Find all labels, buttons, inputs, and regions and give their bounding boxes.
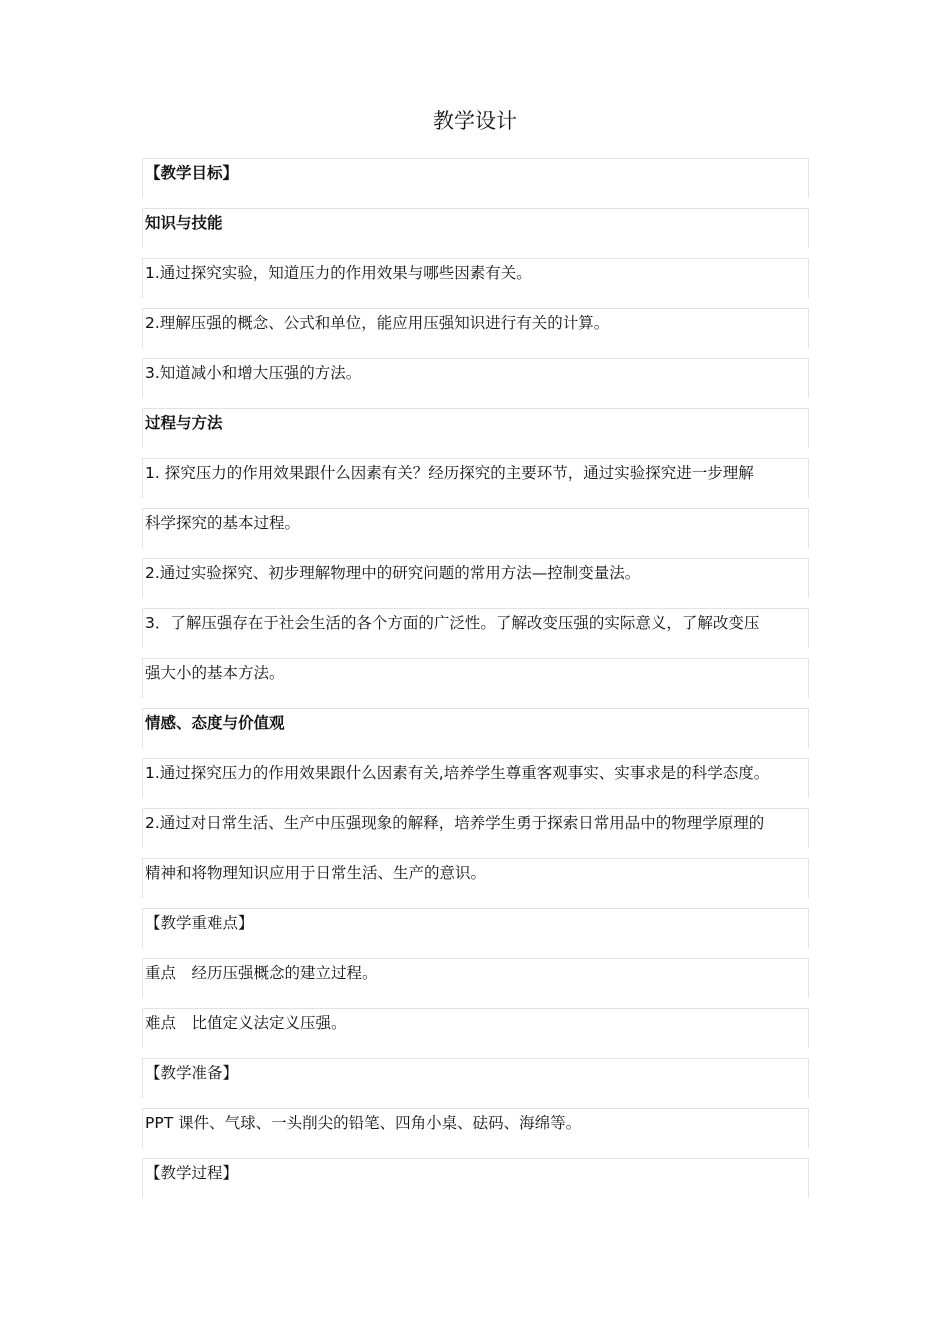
- section-heading: [142, 708, 809, 748]
- text-line: [142, 508, 809, 548]
- text-line: [142, 808, 809, 848]
- text-line: [142, 358, 809, 398]
- line-text: 1.通过探究实验，知道压力的作用效果与哪些因素有关。: [145, 264, 532, 282]
- line-text: 2.通过对日常生活、生产中压强现象的解释，培养学生勇于探索日常用品中的物理学原理的: [145, 814, 765, 832]
- line-text: 精神和将物理知识应用于日常生活、生产的意识。: [145, 864, 487, 882]
- text-line: [142, 308, 809, 348]
- text-line: [142, 1158, 809, 1198]
- text-line: [142, 758, 809, 798]
- text-line: [142, 908, 809, 948]
- line-text: 【教学过程】: [145, 1164, 239, 1182]
- text-line: [142, 258, 809, 298]
- line-text: 重点 经历压强概念的建立过程。: [145, 964, 378, 982]
- line-text: 科学探究的基本过程。: [145, 514, 301, 532]
- text-line: [142, 558, 809, 598]
- text-line: [142, 858, 809, 898]
- line-text: 2.通过实验探究、初步理解物理中的研究问题的常用方法—控制变量法。: [145, 564, 641, 582]
- text-line: [142, 1008, 809, 1048]
- section-heading: [142, 158, 809, 198]
- line-text: 过程与方法: [145, 414, 223, 432]
- line-text: 3．了解压强存在于社会生活的各个方面的广泛性。了解改变压强的实际意义，了解改变压: [145, 614, 760, 632]
- line-text: 难点 比值定义法定义压强。: [145, 1014, 347, 1032]
- line-text: 3.知道减小和增大压强的方法。: [145, 364, 362, 382]
- text-line: [142, 608, 809, 648]
- text-line: [142, 958, 809, 998]
- line-text: 知识与技能: [145, 214, 223, 232]
- line-text: 【教学目标】: [145, 164, 239, 182]
- section-heading: [142, 408, 809, 448]
- section-heading: [142, 208, 809, 248]
- line-text: 情感、态度与价值观: [145, 714, 285, 732]
- line-text: 2.理解压强的概念、公式和单位，能应用压强知识进行有关的计算。: [145, 314, 610, 332]
- line-text: 【教学重难点】: [145, 914, 254, 932]
- text-line: [142, 458, 809, 498]
- line-text: 【教学准备】: [145, 1064, 239, 1082]
- page-title: 教学设计: [433, 109, 517, 133]
- text-line: [142, 1058, 809, 1098]
- line-text: 1.通过探究压力的作用效果跟什么因素有关,培养学生尊重客观事实、实事求是的科学态度。: [145, 764, 770, 782]
- line-text: 强大小的基本方法。: [145, 664, 285, 682]
- document-body: [142, 158, 809, 1208]
- line-text: 1. 探究压力的作用效果跟什么因素有关？经历探究的主要环节，通过实验探究进一步理解: [145, 464, 754, 482]
- line-text: PPT 课件、气球、一头削尖的铅笔、四角小桌、砝码、海绵等。: [145, 1114, 582, 1132]
- text-line: [142, 658, 809, 698]
- text-line: [142, 1108, 809, 1148]
